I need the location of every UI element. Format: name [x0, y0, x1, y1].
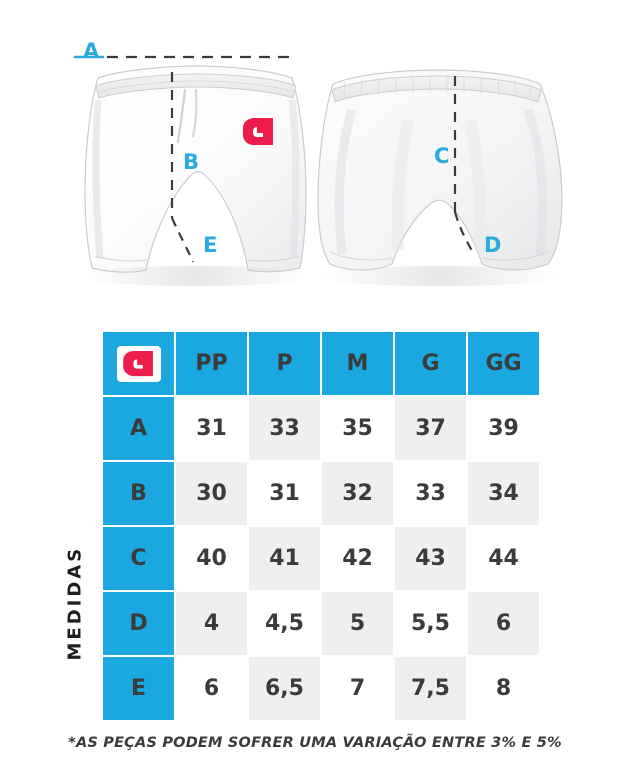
product-illustration: [0, 0, 630, 300]
cell-d-gg: 6: [467, 591, 540, 656]
cell-b-p: 31: [248, 461, 321, 526]
row-header-e: E: [102, 656, 175, 721]
cell-c-p: 41: [248, 526, 321, 591]
shorts-back: [316, 70, 564, 286]
cell-c-gg: 44: [467, 526, 540, 591]
cell-b-pp: 30: [175, 461, 248, 526]
cell-c-g: 43: [394, 526, 467, 591]
table-row: [102, 526, 540, 591]
g-logo-front-icon: [243, 118, 273, 145]
cell-d-pp: 4: [175, 591, 248, 656]
row-header-c: C: [102, 526, 175, 591]
variation-footnote: *AS PEÇAS PODEM SOFRER UMA VARIAÇÃO ENTRE 3% E 5%: [68, 735, 562, 751]
marker-d: D: [484, 233, 502, 257]
row-header-b: B: [102, 461, 175, 526]
marker-e: E: [203, 233, 218, 257]
table-header-row: [102, 331, 540, 396]
table-row: [102, 396, 540, 461]
cell-e-g: 7,5: [394, 656, 467, 721]
g-logo-icon: [117, 346, 161, 382]
cell-a-g: 37: [394, 396, 467, 461]
cell-c-m: 42: [321, 526, 394, 591]
cell-d-p: 4,5: [248, 591, 321, 656]
cell-b-g: 33: [394, 461, 467, 526]
marker-a: A: [83, 39, 100, 63]
col-header-p: P: [248, 331, 321, 396]
medidas-side-label: MEDIDAS: [64, 545, 86, 661]
guide-line-e: [172, 218, 193, 262]
row-header-a: A: [102, 396, 175, 461]
cell-e-gg: 8: [467, 656, 540, 721]
col-header-gg: GG: [467, 331, 540, 396]
size-chart-table: [101, 330, 541, 722]
cell-b-gg: 34: [467, 461, 540, 526]
cell-c-pp: 40: [175, 526, 248, 591]
cell-e-p: 6,5: [248, 656, 321, 721]
col-header-g: G: [394, 331, 467, 396]
shorts-front: [78, 66, 314, 286]
cell-d-g: 5,5: [394, 591, 467, 656]
marker-c: C: [434, 144, 450, 168]
cell-a-p: 33: [248, 396, 321, 461]
cell-a-pp: 31: [175, 396, 248, 461]
table-corner-logo-cell: [102, 331, 175, 396]
g-logo-glyph-icon: [122, 351, 156, 377]
table-row: [102, 461, 540, 526]
cell-a-gg: 39: [467, 396, 540, 461]
cell-b-m: 32: [321, 461, 394, 526]
cell-e-m: 7: [321, 656, 394, 721]
table-row: [102, 591, 540, 656]
row-header-d: D: [102, 591, 175, 656]
cell-a-m: 35: [321, 396, 394, 461]
cell-d-m: 5: [321, 591, 394, 656]
cell-e-pp: 6: [175, 656, 248, 721]
col-header-m: M: [321, 331, 394, 396]
table-row: [102, 656, 540, 721]
marker-b: B: [183, 150, 200, 174]
col-header-pp: PP: [175, 331, 248, 396]
